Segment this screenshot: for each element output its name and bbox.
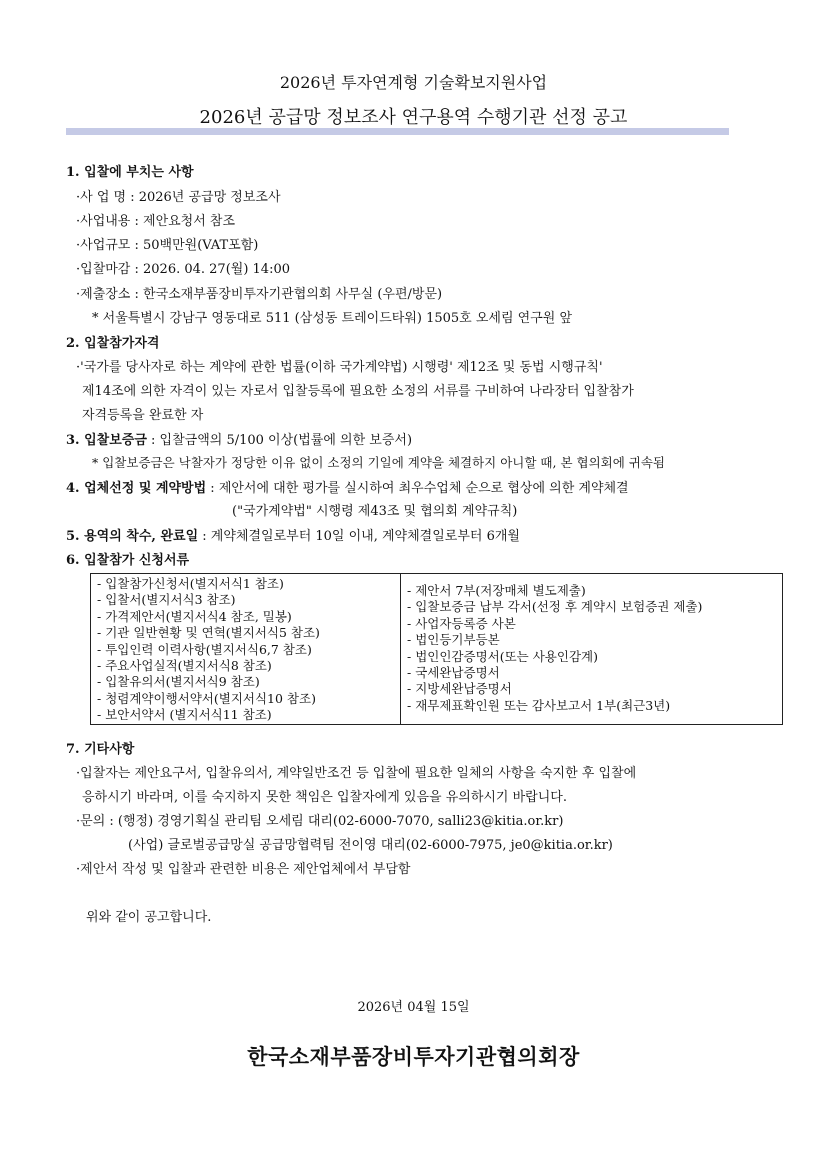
eligibility-line-2: 제14조에 의한 자격이 있는 자로서 입찰등록에 필요한 소정의 서류를 구비하여 나라장터 입찰참가: [82, 384, 634, 399]
document-item: - 보안서약서 (별지서식11 참조): [97, 707, 272, 723]
document-item: - 지방세완납증명서: [407, 681, 512, 697]
document-item: - 제안서 7부(저장매체 별도제출): [407, 583, 586, 598]
bid-bond-text: : 입찰금액의 5/100 이상(법률에 의한 보증서): [146, 433, 413, 448]
eligibility-line-3: 자격등록을 완료한 자: [82, 408, 204, 423]
selection-method-text: : 제안서에 대한 평가를 실시하여 최우수업체 순으로 협상에 의한 계약체결: [206, 481, 629, 496]
section-5-line: [66, 525, 520, 544]
documents-left-column: [91, 574, 401, 724]
address-note: * 서울특별시 강남구 영동대로 511 (삼성동 트레이드타워) 1505호 오세림 연구원 앞: [92, 311, 573, 326]
section-3-heading: 3. 입찰보증금: [66, 433, 147, 448]
section-4-line: [66, 477, 629, 496]
bid-deadline-line: ·입찰마감 : 2026. 04. 27(월) 14:00: [76, 262, 291, 277]
misc-line-1: ·입찰자는 제안요구서, 입찰유의서, 계약일반조건 등 입찰에 필요한 일체의 사항을 숙지한 후 입찰에: [76, 766, 637, 781]
document-item: - 사업자등록증 사본: [407, 615, 516, 631]
section-1-heading: 1. 입찰에 부치는 사항: [66, 165, 194, 180]
document-item: - 법인인감증명서(또는 사용인감계): [407, 648, 598, 664]
document-item: - 입찰참가신청서(별지서식1 참조): [97, 576, 284, 591]
submission-place-line: ·제출장소 : 한국소재부품장비투자기관협의회 사무실 (우편/방문): [76, 287, 443, 302]
project-budget-line: ·사업규모 : 50백만원(VAT포함): [76, 238, 259, 253]
section-5-heading: 5. 용역의 착수, 완료일: [66, 529, 199, 544]
section-6-heading: 6. 입찰참가 신청서류: [66, 553, 190, 568]
section-3-line: [66, 429, 412, 448]
closing-statement: 위와 같이 공고합니다.: [86, 910, 212, 925]
document-title: 2026년 공급망 정보조사 연구용역 수행기관 선정 공고: [199, 107, 628, 128]
document-item: - 입찰유의서(별지서식9 참조): [97, 674, 260, 690]
document-item: - 투입인력 이력사항(별지서식6,7 참조): [97, 641, 312, 657]
documents-table: [90, 573, 783, 725]
document-item: - 법인등기부등본: [407, 632, 500, 648]
title-underline: [66, 128, 729, 135]
schedule-text: : 계약체결일로부터 10일 이내, 계약체결일로부터 6개월: [198, 529, 520, 544]
misc-cost-line: ·제안서 작성 및 입찰과 관련한 비용은 제안업체에서 부담함: [76, 862, 411, 877]
document-item: - 주요사업실적(별지서식8 참조): [97, 658, 272, 674]
issuer-signature: 한국소재부품장비투자기관협의회장: [247, 1044, 580, 1069]
contact-project-line: (사업) 글로벌공급망실 공급망협력팀 전이영 대리(02-6000-7975, je0@kitia.or.kr): [128, 838, 613, 853]
project-content-line: ·사업내용 : 제안요청서 참조: [76, 214, 236, 229]
notice-date: 2026년 04월 15일: [357, 1000, 470, 1015]
eligibility-line-1: ·'국가를 당사자로 하는 계약에 관한 법률(이하 국가계약법) 시행령' 제12조 및 동법 시행규칙': [76, 360, 603, 375]
document-item: - 국세완납증명서: [407, 665, 500, 681]
section-2-heading: 2. 입찰참가자격: [66, 336, 160, 351]
project-name-line: ·사 업 명 : 2026년 공급망 정보조사: [76, 190, 281, 205]
document-item: - 청렴계약이행서약서(별지서식10 참조): [97, 690, 316, 706]
document-item: - 기관 일반현황 및 연혁(별지서식5 참조): [97, 625, 320, 641]
document-subtitle: 2026년 투자연계형 기술확보지원사업: [279, 73, 548, 92]
document-item: - 입찰보증금 납부 각서(선정 후 계약시 보험증권 제출): [407, 599, 703, 615]
document-item: - 가격제안서(별지서식4 참조, 밀봉): [97, 608, 292, 624]
section-7-heading: 7. 기타사항: [66, 742, 135, 757]
bid-bond-note: * 입찰보증금은 낙찰자가 정당한 이유 없이 소정의 기일에 계약을 체결하지 아니할 때, 본 협의회에 귀속됨: [92, 455, 666, 470]
document-item: - 재무제표확인원 또는 감사보고서 1부(최근3년): [407, 697, 671, 713]
selection-method-sub: ("국가계약법" 시행령 제43조 및 협의회 계약규칙): [232, 504, 518, 519]
documents-right-column: [401, 574, 782, 724]
contact-admin-line: ·문의 : (행정) 경영기획실 관리팀 오세림 대리(02-6000-7070, salli23@kitia.or.kr): [76, 814, 564, 829]
document-item: - 입찰서(별지서식3 참조): [97, 592, 236, 608]
misc-line-2: 응하시기 바라며, 이를 숙지하지 못한 책임은 입찰자에게 있음을 유의하시기 바랍니다.: [82, 790, 567, 805]
section-4-heading: 4. 업체선정 및 계약방법: [66, 481, 207, 496]
